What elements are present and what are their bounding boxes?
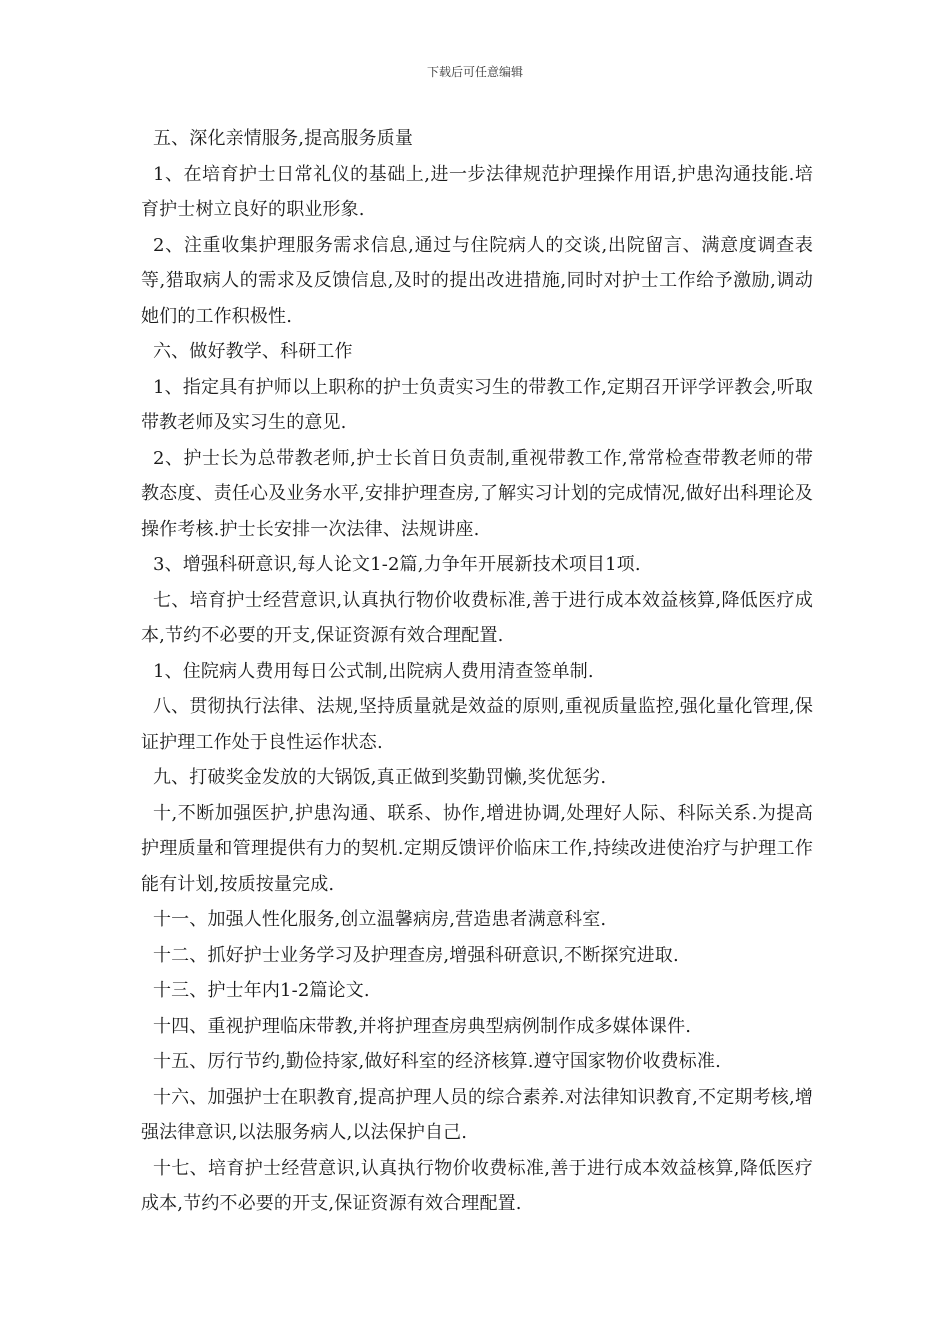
section-heading-12: 十二、抓好护士业务学习及护理查房,增强科研意识,不断探究进取. [153, 944, 679, 966]
section-heading-16: 十六、加强护士在职教育,提高护理人员的综合素养.对法律知识教育,不定期考核,增强法律意识,以法服务病人,以法保护自己. [141, 1086, 813, 1143]
section-heading-13: 十三、护士年内1-2篇论文. [153, 980, 370, 1001]
section-heading-17: 十七、培育护士经营意识,认真执行物价收费标准,善于进行成本效益核算,降低医疗成本,节约不必要的开支,保证资源有效合理配置. [141, 1157, 813, 1214]
section-heading-6: 六、做好教学、科研工作 [153, 341, 353, 362]
paragraph: 1、住院病人费用每日公式制,出院病人费用清查签单制. [153, 660, 594, 682]
page-header: 下载后可任意编辑 [426, 65, 523, 79]
section-heading-15: 十五、厉行节约,勤俭持家,做好科室的经济核算.遵守国家物价收费标准. [153, 1051, 721, 1072]
section-heading-10: 十,不断加强医护,护患沟通、联系、协作,增进协调,处理好人际、科际关系.为提高护理质量和管理提供有力的契机.定期反馈评价临床工作,持续改进使治疗与护理工作能有计划,按质按量完成. [141, 802, 813, 895]
section-heading-5: 五、深化亲情服务,提高服务质量 [153, 128, 413, 149]
section-heading-14: 十四、重视护理临床带教,并将护理查房典型病例制作成多媒体课件. [153, 1015, 692, 1037]
paragraph: 3、增强科研意识,每人论文1-2篇,力争年开展新技术项目1项. [153, 554, 641, 575]
document-body [141, 121, 813, 1222]
section-heading-8: 八、贯彻执行法律、法规,坚持质量就是效益的原则,重视质量监控,强化量化管理,保证护理工作处于良性运作状态. [141, 696, 813, 753]
section-heading-9: 九、打破奖金发放的大锅饭,真正做到奖勤罚懒,奖优惩劣. [153, 767, 607, 788]
paragraph: 1、指定具有护师以上职称的护士负责实习生的带教工作,定期召开评学评教会,听取带教老师及实习生的意见. [141, 376, 813, 433]
paragraph: 1、在培育护士日常礼仪的基础上,进一步法律规范护理操作用语,护患沟通技能.培育护士树立良好的职业形象. [141, 163, 813, 220]
paragraph: 2、护士长为总带教老师,护士长首日负责制,重视带教工作,常常检查带教老师的带教态度、责任心及业务水平,安排护理查房,了解实习计划的完成情况,做好出科理论及操作考核.护士长安排一次法律、法规讲座. [141, 447, 813, 540]
section-heading-11: 十一、加强人性化服务,创立温馨病房,营造患者满意科室. [153, 909, 607, 930]
section-heading-7: 七、培育护士经营意识,认真执行物价收费标准,善于进行成本效益核算,降低医疗成本,节约不必要的开支,保证资源有效合理配置. [141, 589, 813, 646]
paragraph: 2、注重收集护理服务需求信息,通过与住院病人的交谈,出院留言、满意度调查表等,猎取病人的需求及反馈信息,及时的提出改进措施,同时对护士工作给予激励,调动她们的工作积极性. [141, 234, 813, 327]
